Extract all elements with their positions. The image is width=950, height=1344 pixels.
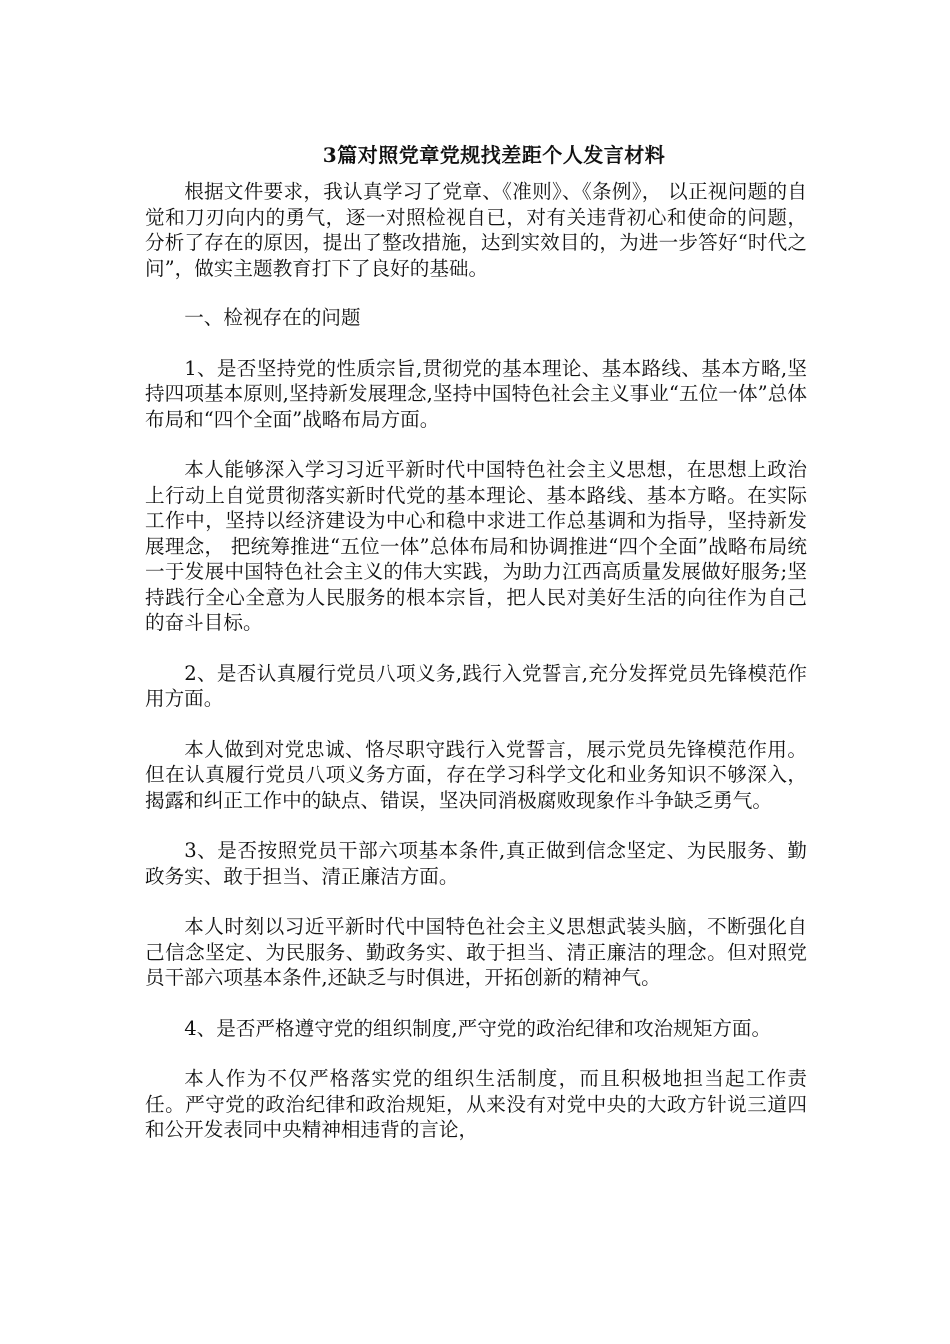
intro-paragraph: 根据文件要求，我认真学习了党章、《准则》、《条例》， 以正视问题的自觉和刀刃向内的勇气，逐一对照检视自已，对有关违背初心和使命的问题，分析了存在的原因，提出了整改措施，达到实效目的，为进一步答好“时代之问”，做实主题教育打下了良好的基础。	[145, 180, 807, 280]
document-page	[145, 140, 807, 1143]
question-2-paragraph: 2、是否认真履行党员八项义务,践行入党誓言,充分发挥党员先锋模范作用方面。	[145, 661, 807, 710]
question-4-paragraph: 4、是否严格遵守党的组织制度,严守党的政治纪律和攻治规矩方面。	[184, 1016, 772, 1040]
answer-1-paragraph: 本人能够深入学习习近平新时代中国特色社会主义思想，在思想上政治上行动上自觉贯彻落实新时代党的基本理论、基本路线、基本方略。在实际工作中，坚持以经济建设为中心和稳中求进工作总基调和为指导，坚持新发展理念， 把统筹推进“五位一体”总体布局和协调推进“四个全面”战略布局统一于发展中国特色社会主义的伟大实践，为助力江西高质量发展做好服务;坚持践行全心全意为人民服务的根本宗旨，把人民对美好生活的向往作为自己的奋斗目标。	[145, 458, 807, 634]
question-3-paragraph: 3、是否按照党员干部六项基本条件,真正做到信念坚定、为民服务、勤政务实、敢于担当、清正廉洁方面。	[145, 839, 807, 888]
answer-4-paragraph: 本人作为不仅严格落实党的组织生活制度，而且积极地担当起工作责任。严守党的政治纪律和政治规矩，从来没有对党中央的大政方针说三道四和公开发表同中央精神相违背的言论，	[145, 1067, 807, 1141]
question-1-paragraph: 1、是否坚持党的性质宗旨,贯彻党的基本理论、基本路线、基本方略,坚持四项基本原则,坚持新发展理念,坚持中国特色社会主义事业“五位一体”总体布局和“四个全面”战略布局方面。	[145, 356, 807, 431]
answer-2-paragraph: 本人做到对党忠诚、恪尽职守践行入党誓言，展示党员先锋模范作用。但在认真履行党员八项义务方面，存在学习科学文化和业务知识不够深入，揭露和纠正工作中的缺点、错误，坚决同消极腐败现象作斗争缺乏勇气。	[145, 737, 807, 812]
answer-3-paragraph: 本人时刻以习近平新时代中国特色社会主义思想武装头脑，不断强化自己信念坚定、为民服务、勤政务实、敢于担当、清正廉洁的理念。但对照党员干部六项基本条件,还缺乏与时俱进，开拓创新的精神气。	[145, 915, 807, 989]
section-heading: 一、检视存在的问题	[184, 306, 361, 329]
document-title: 3篇对照党章党规找差距个人发言材料	[322, 143, 666, 167]
